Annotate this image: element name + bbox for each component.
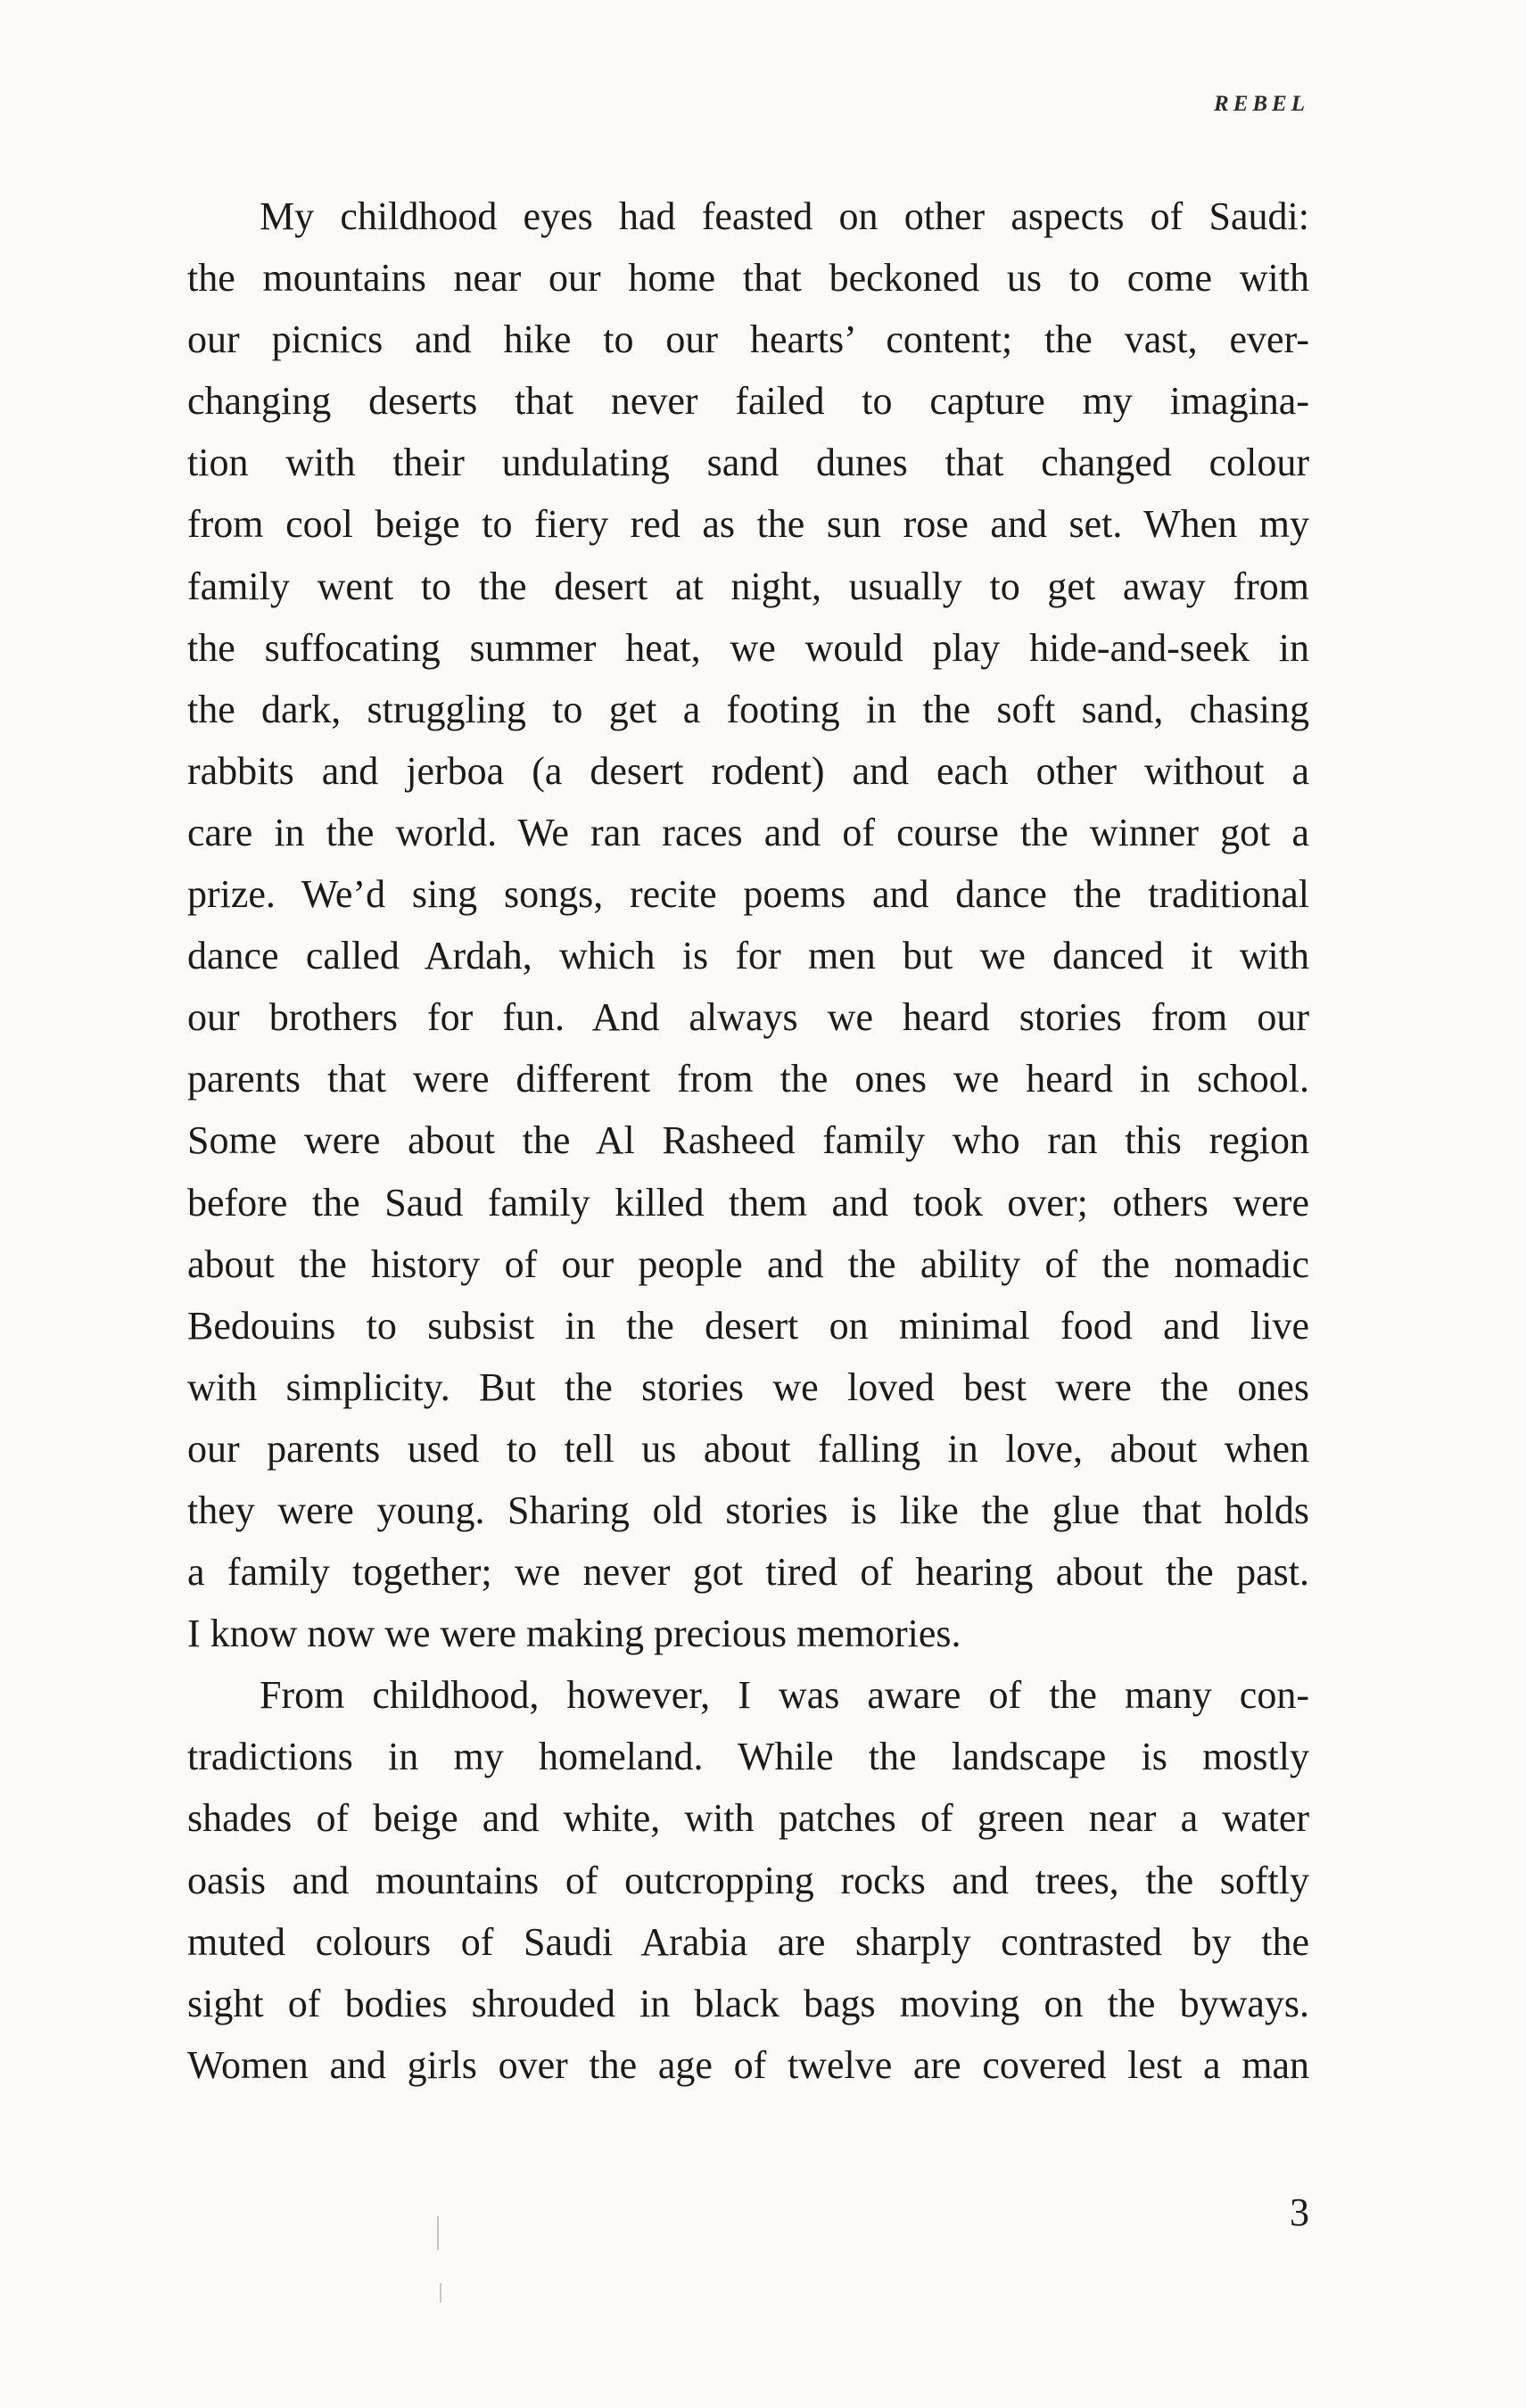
text-line: dance called Ardah, which is for men but we danced it with	[187, 934, 1309, 978]
text-line: parents that were different from the ones we heard in school.	[187, 1057, 1309, 1101]
text-line: changing deserts that never failed to capture my imagina-	[187, 379, 1309, 424]
text-line: I know now we were making precious memories.	[187, 1612, 961, 1656]
text-line: muted colours of Saudi Arabia are sharply contrasted by the	[187, 1919, 1309, 1964]
text-line: Some were about the Al Rasheed family who ran this region	[187, 1118, 1309, 1163]
text-line: tion with their undulating sand dunes that changed colour	[187, 441, 1309, 485]
text-line: My childhood eyes had feasted on other aspects of Saudi:	[260, 194, 1309, 238]
text-line: rabbits and jerboa (a desert rodent) and each other without a	[187, 748, 1309, 793]
text-line: care in the world. We ran races and of course the winner got a	[187, 810, 1309, 854]
text-line: tradictions in my homeland. While the landscape is mostly	[187, 1735, 1309, 1779]
text-line: our picnics and hike to our hearts’ content; the vast, ever-	[187, 317, 1309, 362]
text-line: the mountains near our home that beckoned us to come with	[187, 256, 1309, 301]
text-line: from cool beige to fiery red as the sun rose and set. When my	[187, 502, 1309, 547]
text-line: before the Saud family killed them and took over; others were	[187, 1180, 1309, 1225]
text-line: with simplicity. But the stories we loved best were the ones	[187, 1365, 1309, 1409]
text-line: Women and girls over the age of twelve are covered lest a man	[187, 2042, 1309, 2087]
scan-speck	[437, 2216, 439, 2250]
body-text	[187, 186, 1309, 2096]
text-line: the suffocating summer heat, we would play hide-and-seek in	[187, 625, 1309, 670]
text-line: our parents used to tell us about falling in love, about when	[187, 1426, 1309, 1471]
text-line: a family together; we never got tired of hearing about the past.	[187, 1550, 1309, 1595]
text-line: Bedouins to subsist in the desert on minimal food and live	[187, 1303, 1309, 1348]
text-line: shades of beige and white, with patches of green near a water	[187, 1796, 1309, 1841]
page-number: 3	[1290, 2190, 1309, 2234]
running-head: REBEL	[1214, 92, 1309, 116]
scan-speck	[440, 2283, 441, 2303]
text-line: our brothers for fun. And always we heard stories from our	[187, 995, 1309, 1040]
text-line: the dark, struggling to get a footing in the soft sand, chasing	[187, 687, 1309, 731]
text-line: From childhood, however, I was aware of the many con-	[260, 1673, 1309, 1718]
text-line: sight of bodies shrouded in black bags moving on the byways.	[187, 1981, 1309, 2025]
text-line: prize. We’d sing songs, recite poems and dance the traditional	[187, 872, 1309, 917]
text-line: oasis and mountains of outcropping rocks and trees, the softly	[187, 1858, 1309, 1902]
text-line: they were young. Sharing old stories is like the glue that holds	[187, 1488, 1309, 1532]
text-line: about the history of our people and the ability of the nomadic	[187, 1241, 1309, 1286]
text-line: family went to the desert at night, usually to get away from	[187, 564, 1309, 608]
